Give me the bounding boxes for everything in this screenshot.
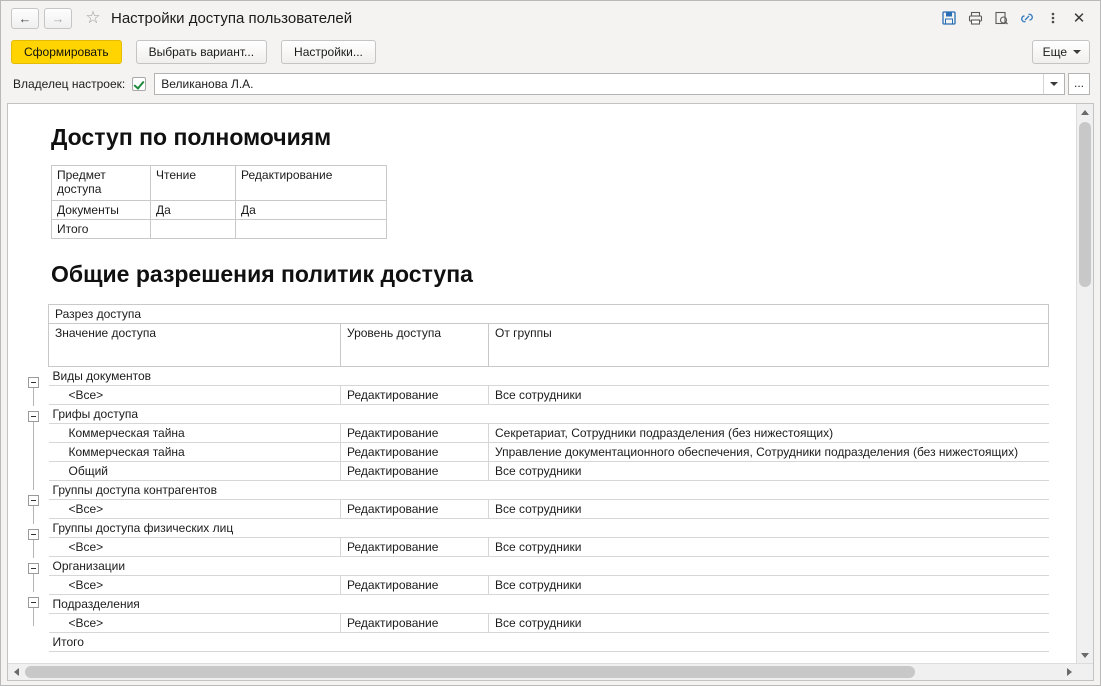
- owner-checkbox[interactable]: [132, 77, 146, 91]
- table-header-row: [52, 166, 387, 201]
- table-row: [49, 386, 1049, 405]
- cell-totals-group: [489, 633, 1049, 652]
- chevron-down-icon: [1073, 50, 1081, 54]
- group-name: Группы доступа контрагентов: [49, 481, 1049, 500]
- vertical-scrollbar[interactable]: [1076, 104, 1093, 663]
- group-row[interactable]: [49, 519, 1049, 538]
- table-row: [49, 462, 1049, 481]
- tree-line: [33, 422, 34, 490]
- owner-value: Великанова Л.А.: [161, 77, 254, 91]
- expander-icon[interactable]: [28, 563, 39, 574]
- tree-line: [33, 506, 34, 524]
- cell-access-level: Редактирование: [341, 386, 489, 405]
- cell-from-group: Управление документационного обеспечения, Сотрудники подразделения (без нижестоящих): [489, 443, 1049, 462]
- table-totals-row: [49, 633, 1049, 652]
- group-name: Группы доступа физических лиц: [49, 519, 1049, 538]
- expander-icon[interactable]: [28, 597, 39, 608]
- report-canvas[interactable]: [8, 104, 1076, 663]
- cell-access-level: Редактирование: [341, 462, 489, 481]
- table-header-row: [49, 324, 1049, 367]
- save-icon[interactable]: [936, 6, 962, 30]
- table-row: [49, 424, 1049, 443]
- group-row[interactable]: [49, 557, 1049, 576]
- forward-button[interactable]: →: [44, 8, 72, 29]
- cell-access-level: Редактирование: [341, 443, 489, 462]
- cell-access-level: Редактирование: [341, 424, 489, 443]
- more-menu-label: Еще: [1042, 45, 1067, 59]
- expander-icon[interactable]: [28, 529, 39, 540]
- table-section-header-row: [49, 305, 1049, 324]
- access-by-authority-table: [51, 165, 387, 239]
- table-row: [49, 576, 1049, 595]
- select-variant-button[interactable]: Выбрать вариант...: [136, 40, 267, 64]
- section1-title: Доступ по полномочиям: [51, 124, 332, 150]
- owner-filter-row: [1, 69, 1100, 99]
- link-icon[interactable]: [1014, 6, 1040, 30]
- cell-access-value: Коммерческая тайна: [49, 443, 341, 462]
- back-button[interactable]: ←: [11, 8, 39, 29]
- cell-read: Да: [151, 201, 236, 220]
- table-row: [52, 201, 387, 220]
- print-preview-icon[interactable]: [988, 6, 1014, 30]
- cell-from-group: Все сотрудники: [489, 576, 1049, 595]
- vertical-scroll-thumb[interactable]: [1079, 122, 1091, 287]
- tree-gutter: [18, 304, 48, 652]
- cell-access-value: <Все>: [49, 538, 341, 557]
- owner-input[interactable]: [154, 73, 1065, 95]
- page-title: Настройки доступа пользователей: [111, 9, 353, 27]
- table-row: [49, 614, 1049, 633]
- cell-access-value: Коммерческая тайна: [49, 424, 341, 443]
- owner-select-button[interactable]: ...: [1068, 73, 1090, 95]
- group-row[interactable]: [49, 405, 1049, 424]
- star-icon[interactable]: ☆: [85, 8, 101, 27]
- expander-icon[interactable]: [28, 495, 39, 506]
- cell-from-group: Все сотрудники: [489, 386, 1049, 405]
- report-body: [8, 104, 1093, 663]
- tree-line: [33, 388, 34, 406]
- report-content: [8, 124, 1076, 652]
- table-totals-row: [52, 220, 387, 239]
- cell-access-level: Редактирование: [341, 538, 489, 557]
- title-bar: [1, 1, 1100, 35]
- cell-access-level: Редактирование: [341, 500, 489, 519]
- group-name: Грифы доступа: [49, 405, 1049, 424]
- cell-from-group: Все сотрудники: [489, 614, 1049, 633]
- cell-from-group: Секретариат, Сотрудники подразделения (без нижестоящих): [489, 424, 1049, 443]
- more-menu-button[interactable]: [1032, 40, 1090, 64]
- cell-access-value: <Все>: [49, 500, 341, 519]
- col-header-access-level: Уровень доступа: [341, 324, 489, 367]
- col-header-edit: Редактирование: [236, 166, 387, 201]
- generate-button[interactable]: Сформировать: [11, 40, 122, 64]
- col-header-read: Чтение: [151, 166, 236, 201]
- cell-access-value: Общий: [49, 462, 341, 481]
- group-name: Виды документов: [49, 367, 1049, 386]
- cell-access-value: <Все>: [49, 576, 341, 595]
- cell-totals-read: [151, 220, 236, 239]
- table-row: [49, 500, 1049, 519]
- cell-totals-edit: [236, 220, 387, 239]
- group-name: Подразделения: [49, 595, 1049, 614]
- scroll-down-icon[interactable]: [1077, 647, 1093, 663]
- expander-icon[interactable]: [28, 411, 39, 422]
- chevron-down-icon[interactable]: [1043, 74, 1064, 94]
- expander-icon[interactable]: [28, 377, 39, 388]
- horizontal-scrollbar[interactable]: [8, 663, 1093, 680]
- owner-label: Владелец настроек:: [13, 77, 126, 91]
- col-header-subject: Предмет доступа: [52, 166, 151, 201]
- cell-access-level: Редактирование: [341, 576, 489, 595]
- print-icon[interactable]: [962, 6, 988, 30]
- caret-shape: [1050, 82, 1058, 86]
- cell-from-group: Все сотрудники: [489, 538, 1049, 557]
- cell-edit: Да: [236, 201, 387, 220]
- scroll-up-icon[interactable]: [1077, 104, 1093, 120]
- tree-line: [33, 540, 34, 558]
- cell-totals-level: [341, 633, 489, 652]
- cell-totals-label: Итого: [52, 220, 151, 239]
- group-row[interactable]: [49, 367, 1049, 386]
- cell-access-level: Редактирование: [341, 614, 489, 633]
- kebab-menu-icon[interactable]: [1040, 6, 1066, 30]
- cell-subject: Документы: [52, 201, 151, 220]
- scroll-right-icon[interactable]: [1061, 664, 1077, 680]
- table-row: [49, 538, 1049, 557]
- tree-line: [33, 608, 34, 626]
- table-row: [49, 443, 1049, 462]
- cell-access-value: <Все>: [49, 386, 341, 405]
- col-header-access-slice: Разрез доступа: [49, 305, 1049, 324]
- cell-access-value: <Все>: [49, 614, 341, 633]
- scroll-left-icon[interactable]: [8, 664, 24, 680]
- report-container: [7, 103, 1094, 681]
- col-header-access-value: Значение доступа: [49, 324, 341, 367]
- cell-totals-label: Итого: [49, 633, 341, 652]
- section2-title: Общие разрешения политик доступа: [51, 261, 473, 287]
- tree-line: [33, 574, 34, 592]
- cell-from-group: Все сотрудники: [489, 500, 1049, 519]
- policy-permissions-table: [48, 304, 1049, 652]
- close-icon[interactable]: ✕: [1072, 10, 1086, 27]
- status-bar: [1, 681, 1100, 685]
- col-header-from-group: От группы: [489, 324, 1049, 367]
- group-row[interactable]: [49, 595, 1049, 614]
- group-name: Организации: [49, 557, 1049, 576]
- command-bar: [1, 35, 1100, 69]
- horizontal-scroll-thumb[interactable]: [25, 666, 915, 678]
- policy-permissions-block: [18, 304, 1076, 652]
- group-row[interactable]: [49, 481, 1049, 500]
- settings-button[interactable]: Настройки...: [281, 40, 376, 64]
- cell-from-group: Все сотрудники: [489, 462, 1049, 481]
